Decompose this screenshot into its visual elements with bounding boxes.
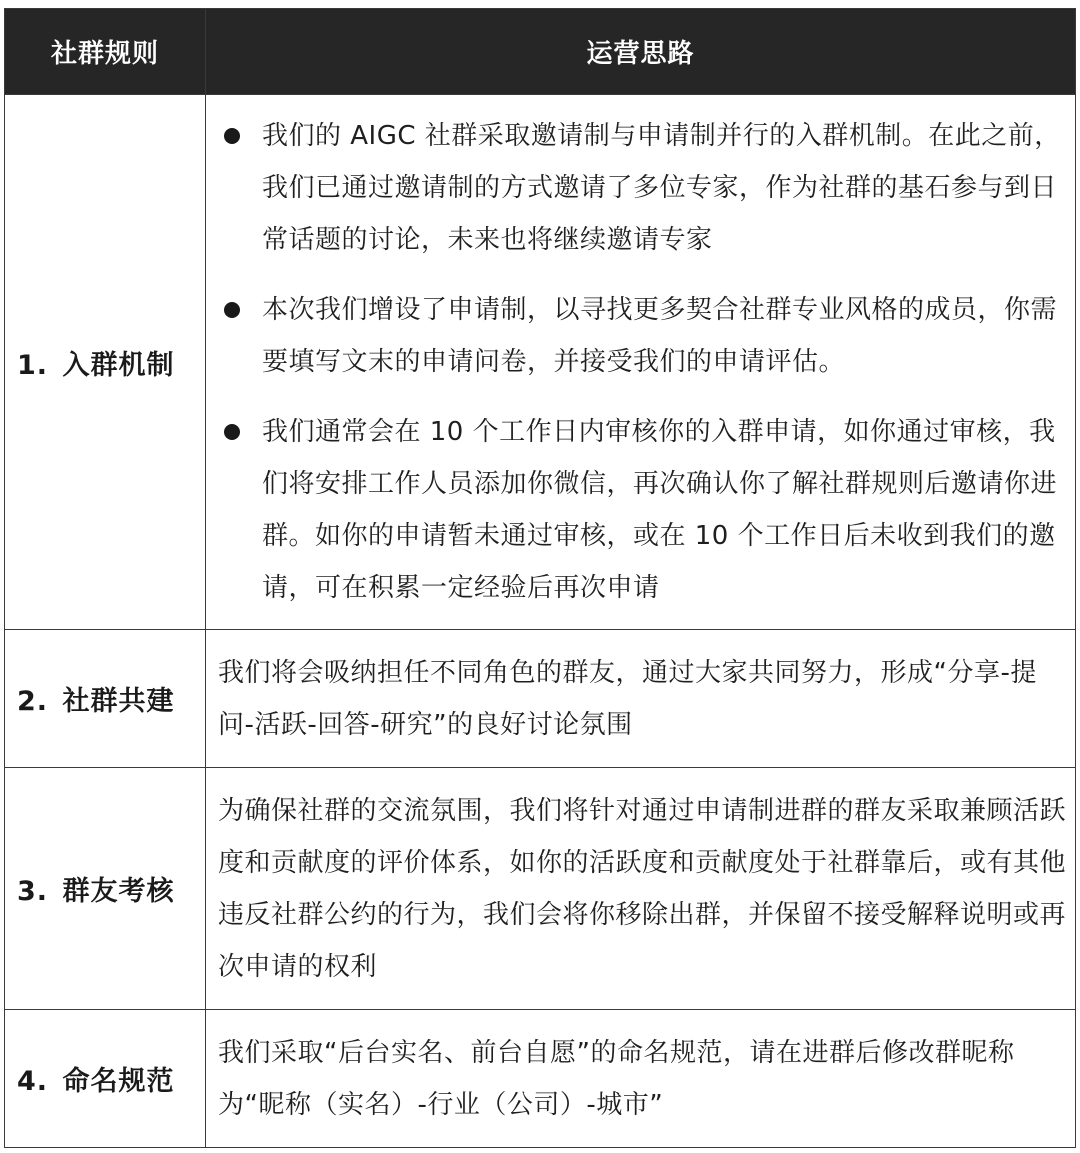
bullet-icon — [224, 302, 240, 318]
bullet-icon — [224, 128, 240, 144]
rule-number: 1. — [17, 349, 49, 381]
bullet-icon — [224, 424, 240, 440]
table-row — [5, 630, 1076, 768]
rule-title: 群友考核 — [62, 876, 175, 907]
rule-name-cell — [5, 1010, 206, 1148]
table-row — [5, 768, 1076, 1010]
header-strategy: 运营思路 — [206, 9, 1076, 95]
table-row — [5, 95, 1076, 630]
rule-title: 社群共建 — [62, 686, 175, 717]
rule-content-cell — [206, 95, 1076, 630]
rule-name-cell — [5, 768, 206, 1010]
rule-number: 4. — [17, 1066, 49, 1097]
rule-number: 2. — [17, 686, 49, 717]
rule-name-cell — [5, 95, 206, 630]
bullet-list — [218, 110, 1067, 614]
list-item — [218, 110, 1067, 266]
table-row — [5, 1010, 1076, 1148]
list-item — [218, 284, 1067, 388]
rule-content-cell: 为确保社群的交流氛围，我们将针对通过申请制进群的群友采取兼顾活跃度和贡献度的评价体系，如你的活跃度和贡献度处于社群靠后，或有其他违反社群公约的行为，我们会将你移除出群，并保留不接受解释说明或再次申请的权利 — [206, 768, 1076, 1010]
list-item — [218, 406, 1067, 614]
rule-content-cell: 我们采取“后台实名、前台自愿”的命名规范，请在进群后修改群昵称为“昵称（实名）-行业（公司）-城市” — [206, 1010, 1076, 1148]
rule-title: 命名规范 — [62, 1066, 175, 1097]
rule-content-cell: 我们将会吸纳担任不同角色的群友，通过大家共同努力，形成“分享-提问-活跃-回答-研究”的良好讨论氛围 — [206, 630, 1076, 768]
header-rules: 社群规则 — [5, 9, 206, 95]
community-rules-table — [4, 8, 1076, 1148]
rule-name-cell — [5, 630, 206, 768]
rule-title: 入群机制 — [62, 349, 175, 381]
bullet-text: 本次我们增设了申请制，以寻找更多契合社群专业风格的成员，你需要填写文末的申请问卷，并接受我们的申请评估。 — [262, 295, 1058, 377]
bullet-text: 我们通常会在 10 个工作日内审核你的入群申请，如你通过审核，我们将安排工作人员添加你微信，再次确认你了解社群规则后邀请你进群。如你的申请暂未通过审核，或在 10 个工作日后未收到我们的邀请，可在积累一定经验后再次申请 — [262, 417, 1058, 603]
rule-number: 3. — [17, 876, 49, 907]
bullet-text: 我们的 AIGC 社群采取邀请制与申请制并行的入群机制。在此之前，我们已通过邀请制的方式邀请了多位专家，作为社群的基石参与到日常话题的讨论，未来也将继续邀请专家 — [262, 121, 1061, 255]
table-header-row — [5, 9, 1076, 95]
